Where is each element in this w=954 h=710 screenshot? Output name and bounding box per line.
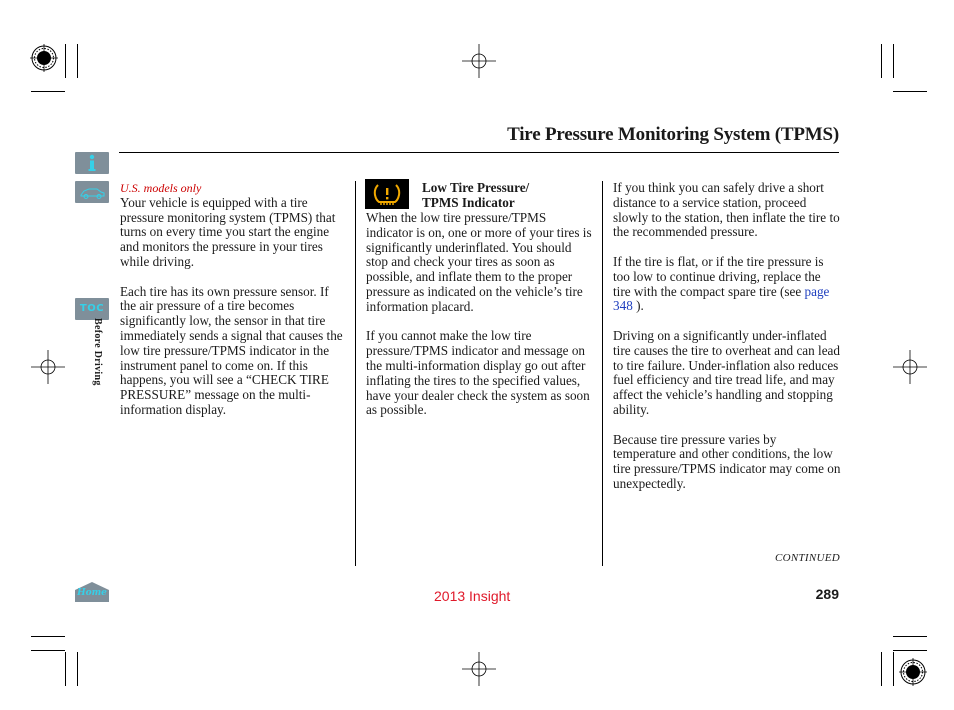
vehicle-button[interactable] [75, 181, 109, 203]
column-2 [366, 211, 594, 418]
drive-to-station-paragraph: If you think you can safely drive a short distance to a service station, proceed slowly to the station, then inflate the tire to the recommended pressure. [613, 180, 840, 240]
column-divider-2 [602, 181, 603, 566]
crosshair-bottom-icon [462, 652, 496, 686]
toc-label: TOC [79, 303, 105, 314]
car-icon [75, 181, 109, 203]
column-divider-1 [355, 181, 356, 566]
page-number: 289 [815, 586, 839, 602]
intro-paragraph: Your vehicle is equipped with a tire pressure monitoring system (TPMS) that turns on every time you start the engine and monitors the pressure in your tires while driving. [120, 194, 336, 269]
page-title: Tire Pressure Monitoring System (TPMS) [507, 124, 839, 145]
tpms-warning-icon [365, 179, 409, 209]
continued-label: CONTINUED [774, 552, 840, 564]
indicator-heading [422, 181, 597, 211]
crosshair-left-icon [31, 350, 65, 384]
indicator-on-paragraph: When the low tire pressure/TPMS indicator is on, one or more of your tires is significantly underinflated. You should stop and check your tires as soon as possible, and inflate them to the proper pressure as indicated on the vehicle’s tire information placard. [366, 210, 592, 314]
temperature-paragraph: Because tire pressure varies by temperature and other conditions, the low tire pressure/TPMS indicator may come on unexpectedly. [613, 431, 841, 491]
crosshair-right-icon [893, 350, 927, 384]
flat-tire-paragraph: If the tire is flat, or if the tire pressure is too low to continue driving, replace the tire with the compact spare tire (see page 348 ). [613, 253, 830, 314]
home-button[interactable] [74, 581, 110, 603]
indicator-heading-line-1: Low Tire Pressure/ [422, 180, 530, 195]
sensor-paragraph: Each tire has its own pressure sensor. If the air pressure of a tire becomes significantly low, the sensor in that tire immediately sends a signal that causes the low tire pressure/TPMS indicator in the instrument panel to come on. If this happens, you will see a “CHECK TIRE PRESSURE” message on the multi-information display. [120, 283, 343, 417]
crosshair-top-icon [462, 44, 496, 78]
toc-button[interactable] [75, 298, 109, 320]
indicator-persists-paragraph: If you cannot make the low tire pressure/TPMS indicator and message on the multi-information display go out after inflating the tires to the specified values, have your dealer check the system as soon as possible. [366, 328, 590, 418]
indicator-heading-line-2: TPMS Indicator [422, 194, 515, 210]
info-icon [75, 152, 109, 174]
spare-tire-page-link[interactable]: page 348 [613, 283, 830, 314]
home-label: Home [77, 588, 107, 598]
registration-target-top-left-icon [30, 44, 58, 72]
title-rule [119, 152, 839, 153]
underinflation-paragraph: Driving on a significantly under-inflated tire causes the tire to overheat and can lead to tire failure. Under-inflation also reduces fuel efficiency and tire tread life, and may affect the vehicle’s handling and stopping ability. [613, 327, 841, 417]
info-button[interactable] [75, 152, 109, 174]
us-models-note: U.S. models only [120, 181, 202, 195]
section-label: Before Driving [92, 318, 103, 386]
column-3 [613, 181, 841, 492]
registration-target-bottom-right-icon [899, 658, 927, 686]
column-1 [120, 181, 348, 418]
model-name: 2013 Insight [434, 588, 511, 604]
